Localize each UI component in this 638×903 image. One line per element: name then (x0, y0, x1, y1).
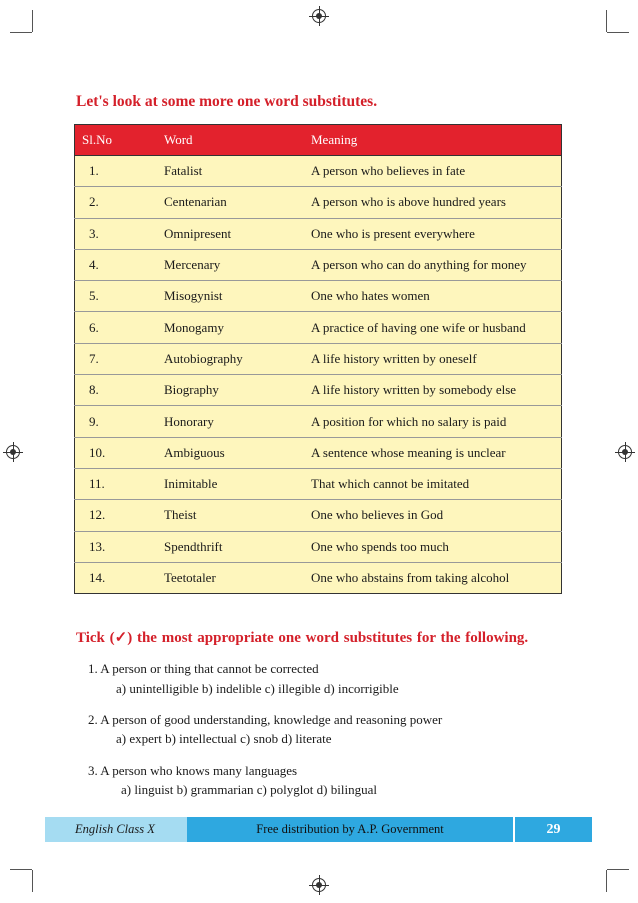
row-number: 12. (75, 500, 165, 531)
row-number: 2. (75, 187, 165, 218)
question-1-options: a) unintelligible b) indelible c) illegible d) incorrigible (116, 681, 399, 696)
table-row (75, 187, 562, 218)
row-number: 9. (75, 406, 165, 437)
footer-book-title: English Class X (45, 817, 187, 842)
table-row (75, 156, 562, 187)
row-meaning: One who hates women (311, 281, 562, 312)
row-word: Teetotaler (164, 562, 311, 593)
row-meaning: One who abstains from taking alcohol (311, 562, 562, 593)
row-number: 14. (75, 562, 165, 593)
page-number: 29 (515, 817, 592, 842)
page-footer (45, 817, 592, 842)
row-number: 11. (75, 468, 165, 499)
table-row (75, 562, 562, 593)
question-2-options: a) expert b) intellectual c) snob d) literate (116, 731, 332, 746)
crop-mark (32, 10, 33, 32)
question-3-options: a) linguist b) grammarian c) polyglot d) bilingual (121, 782, 377, 797)
row-number: 3. (75, 218, 165, 249)
row-meaning: One who spends too much (311, 531, 562, 562)
row-number: 5. (75, 281, 165, 312)
crop-mark (32, 870, 33, 892)
row-meaning: A person who is above hundred years (311, 187, 562, 218)
table-row (75, 218, 562, 249)
row-meaning: A life history written by somebody else (311, 375, 562, 406)
table-row (75, 343, 562, 374)
column-header-meaning: Meaning (311, 125, 562, 156)
crop-mark (606, 870, 607, 892)
table-row (75, 375, 562, 406)
row-meaning: A person who believes in fate (311, 156, 562, 187)
row-number: 6. (75, 312, 165, 343)
row-number: 13. (75, 531, 165, 562)
table-header-row (75, 125, 562, 156)
row-number: 7. (75, 343, 165, 374)
table-row (75, 312, 562, 343)
row-number: 1. (75, 156, 165, 187)
row-word: Monogamy (164, 312, 311, 343)
row-word: Centenarian (164, 187, 311, 218)
table-row (75, 437, 562, 468)
table-row (75, 281, 562, 312)
row-meaning: One who believes in God (311, 500, 562, 531)
row-meaning: A practice of having one wife or husband (311, 312, 562, 343)
row-meaning: That which cannot be imitated (311, 468, 562, 499)
row-word: Ambiguous (164, 437, 311, 468)
registration-mark-icon (6, 445, 20, 459)
row-word: Autobiography (164, 343, 311, 374)
row-word: Mercenary (164, 249, 311, 280)
row-word: Omnipresent (164, 218, 311, 249)
registration-mark-icon (618, 445, 632, 459)
row-number: 10. (75, 437, 165, 468)
row-meaning: A person who can do anything for money (311, 249, 562, 280)
question-1: 1. A person or thing that cannot be corrected (88, 661, 319, 676)
row-meaning: One who is present everywhere (311, 218, 562, 249)
table-row (75, 531, 562, 562)
row-meaning: A life history written by oneself (311, 343, 562, 374)
row-word: Theist (164, 500, 311, 531)
column-header-slno: Sl.No (75, 125, 165, 156)
crop-mark (607, 32, 629, 33)
row-word: Fatalist (164, 156, 311, 187)
table-row (75, 500, 562, 531)
table-row (75, 406, 562, 437)
row-word: Honorary (164, 406, 311, 437)
row-word: Biography (164, 375, 311, 406)
row-number: 4. (75, 249, 165, 280)
crop-mark (606, 10, 607, 32)
crop-mark (10, 869, 32, 870)
one-word-substitutes-table (74, 124, 562, 594)
row-word: Misogynist (164, 281, 311, 312)
row-meaning: A sentence whose meaning is unclear (311, 437, 562, 468)
crop-mark (10, 32, 32, 33)
column-header-word: Word (164, 125, 311, 156)
question-3: 3. A person who knows many languages (88, 763, 298, 778)
row-number: 8. (75, 375, 165, 406)
table-row (75, 249, 562, 280)
row-meaning: A position for which no salary is paid (311, 406, 562, 437)
exercise-heading: Tick (✓) the most appropriate one word substitutes for the following. (76, 630, 529, 646)
registration-mark-icon (312, 878, 326, 892)
row-word: Spendthrift (164, 531, 311, 562)
registration-mark-icon (312, 9, 326, 23)
footer-distribution-note: Free distribution by A.P. Government (187, 817, 513, 842)
question-2: 2. A person of good understanding, knowledge and reasoning power (88, 712, 443, 727)
section-heading: Let's look at some more one word substitutes. (76, 93, 378, 110)
crop-mark (607, 869, 629, 870)
table-row (75, 468, 562, 499)
row-word: Inimitable (164, 468, 311, 499)
